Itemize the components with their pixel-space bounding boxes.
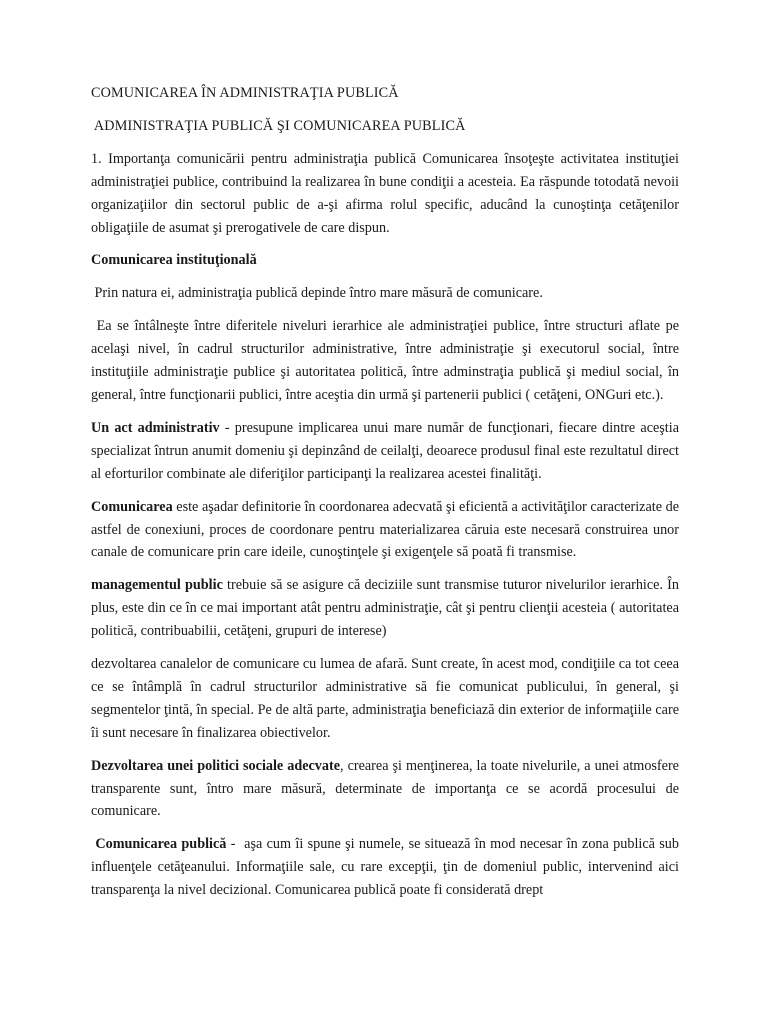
social-policy-text: , crearea şi menţinerea, la toate nivelurile, a unei atmosfere transparente sunt, întro mare măsură, determinate de importanţa ce se acordă procesului de comunicare. bbox=[91, 757, 679, 820]
document-page bbox=[91, 82, 683, 912]
paragraph-importance: 1. Importanţa comunicării pentru administraţia publică Comunicarea însoţeşte activitatea instituţiei administraţiei publice, contribuind la realizarea în bune condiţii a acesteia. Ea răspunde totodată nevoii organizaţiilor din sectorul public de a-şi afirma rolul specific, aducând la cunoştinţa cetăţenilor obligaţiile de asumat şi prerogativele de care dispun. bbox=[91, 150, 679, 236]
paragraph-administrative-act bbox=[91, 417, 679, 486]
paragraph-public-communication bbox=[91, 833, 683, 902]
section-heading: Comunicarea instituţională bbox=[91, 252, 257, 269]
term-public-communication: Comunicarea publică bbox=[91, 836, 227, 853]
paragraph-communication bbox=[91, 496, 679, 565]
document-subtitle: ADMINISTRAŢIA PUBLICĂ ŞI COMUNICAREA PUBLICĂ bbox=[91, 117, 466, 134]
term-administrative-act: Un act administrativ bbox=[91, 419, 220, 436]
paragraph-levels: Ea se întâlneşte între diferitele niveluri ierarhice ale administraţiei publice, între structuri aflate pe acelaşi nivel, în cadrul structurilor administrative, între administraţie şi executorul social, între instituţiile administraţie publice şi autoritatea politică, între adminstraţia publică şi mediul social, în general, între funcţionarii publici, între aceştia din urmă şi partenerii publici ( cetăţeni, ONGuri etc.). bbox=[91, 318, 683, 403]
term-communication: Comunicarea bbox=[91, 498, 173, 515]
paragraph-social-policy bbox=[91, 755, 679, 824]
paragraph-channels: dezvoltarea canalelor de comunicare cu lumea de afară. Sunt create, în acest mod, condiţiile ca tot ceea ce se întâmplă în cadrul structurilor administrative să fie comunicat publicului, în general, şi segmentelor ţintă, în special. Pe de altă parte, administraţia beneficiază din exterior de informaţiile care îi sunt necesare în finalizarea obiectivelor. bbox=[91, 656, 679, 741]
term-social-policy: Dezvoltarea unei politici sociale adecvate bbox=[91, 757, 341, 774]
public-communication-text: - aşa cum îi spune şi numele, se situează în mod necesar în zona publică sub influenţele cetăţeanului. Informaţiile sale, cu rare excepţii, ţin de domeniul public, intervenind aici transparenţa la nivel decizional. Comunicarea publică poate fi considerată drept bbox=[91, 836, 683, 899]
paragraph-public-management bbox=[91, 574, 679, 643]
document-title: COMUNICAREA ÎN ADMINISTRAŢIA PUBLICĂ bbox=[91, 85, 399, 101]
term-public-management: managementul public bbox=[91, 577, 223, 594]
paragraph-nature: Prin natura ei, administraţia publică depinde întro mare măsură de comunicare. bbox=[91, 285, 543, 302]
administrative-act-text: - presupune implicarea unui mare număr de funcţionari, fiecare dintre aceştia specializat întrun anumit domeniu şi depinzând de ceilalţi, deoarece produsul final este rezultatul direct al eforturilor combinate ale diferiţilor participanţi la realizarea acestei finalităţi. bbox=[91, 419, 679, 482]
communication-text: este aşadar definitorie în coordonarea adecvată şi eficientă a activităţilor caracterizate de astfel de conexiuni, proces de coordonare pentru materializarea căruia este necesară construirea unor canale de comunicare prin care ideile, cunoştinţele şi exigenţele să poată fi transmise. bbox=[91, 498, 679, 561]
public-management-text: trebuie să se asigure că deciziile sunt transmise tuturor nivelurilor ierarhice. În plus, este din ce în ce mai important atât pentru administraţie, cât şi pentru clienţii acesteia ( autoritatea politică, contribuabilii, cetăţeni, grupuri de interese) bbox=[91, 577, 679, 640]
